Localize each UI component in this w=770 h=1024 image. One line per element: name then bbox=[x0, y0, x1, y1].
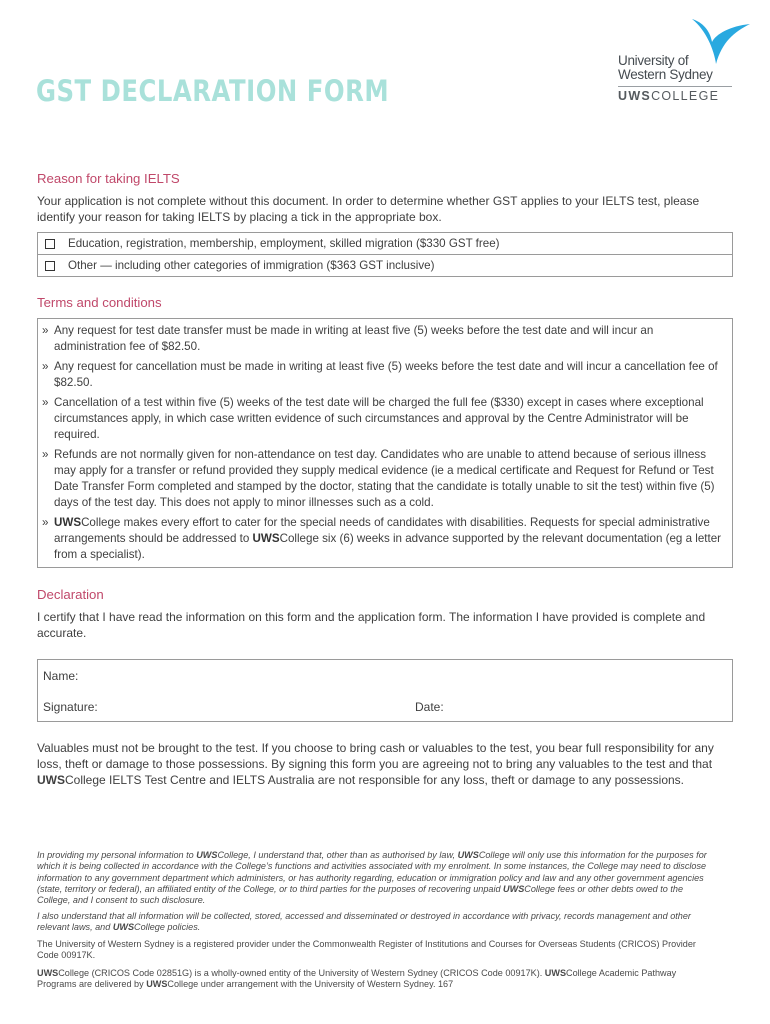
terms-item: » Refunds are not normally given for non-attendance on test day. Candidates who are unable to attend because of serious illness may apply for a transfer or refund provided they supply medical evidence (ie a medical certificate and Request for Refund or Test Date Transfer Form completed and stamped by the doctor, stating that the candidate is totally unable to sit the test) within five (5) days of the test day. This does not apply to minor illnesses such as a cold. bbox=[42, 448, 715, 509]
gst-inclusive-checkbox[interactable] bbox=[45, 261, 55, 271]
valuables-notice: Valuables must not be brought to the test. If you choose to bring cash or valuables to the test, you bear full responsibility for any loss, theft or damage to those possessions. By signing this form you are agreeing not to bring any valuables to the test and that UWSCollege IELTS Test Centre and IELTS Australia are not responsible for any loss, theft or damage to any possessions. bbox=[37, 741, 714, 787]
reason-option-gst-free bbox=[38, 233, 732, 254]
terms-box bbox=[37, 318, 733, 568]
privacy-understanding: I also understand that all information will be collected, stored, accessed and disseminated or destroyed in accordance with privacy, records management and other relevant laws, and UWSCollege policies. bbox=[37, 911, 691, 933]
form-title: GST DECLARATION FORM bbox=[36, 74, 390, 108]
terms-heading: Terms and conditions bbox=[37, 295, 162, 310]
name-field[interactable]: Name: bbox=[43, 669, 79, 683]
gst-free-checkbox[interactable] bbox=[45, 239, 55, 249]
logo-line-2: Western Sydney bbox=[618, 67, 713, 82]
reason-options bbox=[37, 232, 733, 277]
logo-college: UWSCOLLEGE bbox=[618, 89, 720, 103]
terms-item: » Any request for test date transfer must be made in writing at least five (5) weeks before the test date and will incur an administration fee of $82.50. bbox=[42, 324, 654, 353]
reason-option-gst-inclusive bbox=[38, 254, 732, 276]
reason-heading: Reason for taking IELTS bbox=[37, 171, 180, 186]
signature-box bbox=[37, 659, 733, 722]
cricos-statement: The University of Western Sydney is a registered provider under the Commonwealth Register of Institutions and Courses for Overseas Students (CRICOS) Provider Code 00917K. bbox=[37, 939, 696, 961]
declaration-heading: Declaration bbox=[37, 587, 104, 602]
entity-statement: UWSCollege (CRICOS Code 02851G) is a wholly-owned entity of the University of Western Sydney (CRICOS Code 00917K). UWSCollege Academic Pathway Programs are delivered by UWSCollege under arrangement with the University of Western Sydney. 167 bbox=[37, 968, 677, 990]
logo-line-1: University of bbox=[618, 53, 689, 68]
signature-field[interactable]: Signature: bbox=[43, 700, 98, 714]
uws-college-logo bbox=[612, 16, 752, 108]
terms-list bbox=[38, 319, 732, 563]
terms-item: » Any request for cancellation must be made in writing at least five (5) weeks before the test date and will incur a cancellation fee of $82.50. bbox=[42, 360, 718, 389]
date-field[interactable]: Date: bbox=[415, 700, 444, 714]
privacy-statement: In providing my personal information to UWSCollege, I understand that, other than as authorised by law, UWSCollege will only use this information for the purposes for which it is being collected in accordance with the College’s functions and activities associated with my enrolment. In some instances, the College may need to disclose information to any government department which administers, or has authority regarding, education or immigration policy and law and any other government agencies (state, territory or federal), an affiliated entity of the College, or to third parties for the purposes of recovering unpaid UWSCollege fees or other debts owed to the College, and I consent to such disclosure. bbox=[37, 850, 707, 906]
option-label: Education, registration, membership, employment, skilled migration ($330 GST free) bbox=[68, 237, 500, 250]
reason-intro: Your application is not complete without this document. In order to determine whether GST applies to your IELTS test, please identify your reason for taking IELTS by placing a tick in the appropriate box. bbox=[37, 194, 700, 224]
logo-divider bbox=[618, 86, 732, 87]
bird-icon bbox=[690, 16, 752, 66]
terms-item: » UWSCollege makes every effort to cater for the special needs of candidates with disabilities. Requests for special administrative arrangements should be addressed to UWSCollege six (6) weeks in advance supported by the relevant documentation (eg a letter from a specialist). bbox=[42, 516, 722, 561]
declaration-text: I certify that I have read the information on this form and the application form. The information I have provided is complete and accurate. bbox=[37, 610, 706, 640]
terms-item: » Cancellation of a test within five (5) weeks of the test date will be charged the full fee ($330) except in cases where exceptional circumstances apply, in which case written evidence of such circumstances and approval by the Centre Administrator will be required. bbox=[42, 396, 704, 441]
option-label: Other — including other categories of immigration ($363 GST inclusive) bbox=[68, 259, 435, 272]
